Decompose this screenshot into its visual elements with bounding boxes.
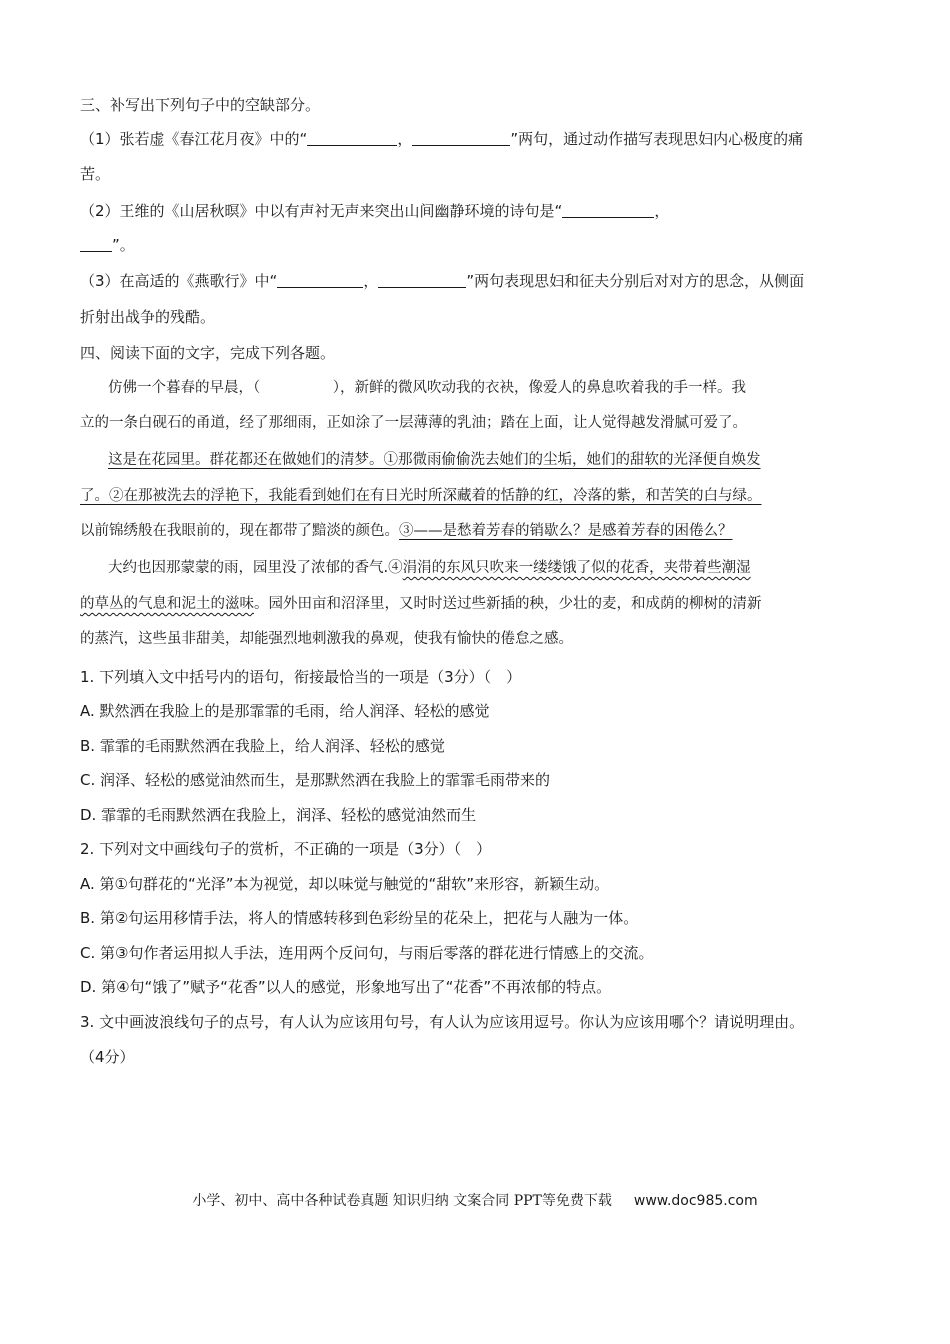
passage-p1-line1: 仿佛一个暮春的早晨，（ ），新鲜的微风吹动我的衣袂，像爱人的鼻息吹着我的手一样。我 — [108, 380, 746, 396]
s3-q1-prefix: （1）张若虚《春江花月夜》中的“ — [80, 130, 308, 148]
passage-p2-line3 — [80, 520, 880, 542]
section4-title: 四、阅读下面的文字，完成下列各题。 — [80, 344, 336, 362]
s3-q1-line1 — [80, 128, 880, 150]
s3-q2-line1 — [80, 200, 880, 222]
question-3: 3. 文中画波浪线句子的点号，有人认为应该用句号，有人认为应该用逗号。你认为应该用哪个？请说明理由。 — [80, 1013, 805, 1031]
s3-q3-sep: ， — [363, 272, 379, 290]
s3-q2-line2 — [80, 234, 880, 256]
q2-option-d[interactable]: D. 第④句“饿了”赋予“花香”以人的感觉，形象地写出了“花香”不再浓郁的特点。 — [80, 978, 612, 996]
answer-blank[interactable] — [307, 130, 397, 146]
wavy-underlined-sentence: 的草丛的气息和泥土的滋味 — [80, 596, 254, 612]
passage-p2-line1: 这是在花园里。群花都还在做她们的清梦。①那微雨偷偷洗去她们的尘垢，她们的甜软的光泽便自焕发 — [108, 452, 761, 468]
q1-option-c[interactable]: C. 润泽、轻松的感觉油然而生，是那默然洒在我脸上的霏霏毛雨带来的 — [80, 771, 551, 789]
question-2: 2. 下列对文中画线句子的赏析，不正确的一项是（3分）（ ） — [80, 840, 492, 858]
passage-text: 以前锦绣般在我眼前的，现在都带了黯淡的颜色。 — [80, 523, 399, 539]
s3-q1-line2: 苦。 — [80, 165, 111, 183]
question-3-points: （4分） — [80, 1048, 135, 1066]
underlined-sentence: ③——是愁着芳春的销歇么？是感着芳春的困倦么？ — [399, 523, 733, 539]
passage-p2-line2 — [80, 485, 880, 507]
wavy-underlined-sentence: 涓涓的东风只吹来一缕缕饿了似的花香，夹带着些潮湿 — [402, 560, 751, 576]
passage-p3-line1 — [108, 557, 880, 579]
passage-text: 大约也因那蒙蒙的雨，园里没了浓郁的香气.④ — [108, 560, 403, 576]
underlined-sentence: 了。②在那被洗去的浮艳下，我能看到她们在有日光时所深藏着的恬静的红，冷落的紫，和苦笑的白与绿。 — [80, 488, 762, 504]
answer-blank[interactable] — [562, 202, 654, 218]
answer-blank[interactable] — [412, 130, 510, 146]
s3-q1-suffix: ”两句，通过动作描写表现思妇内心极度的痛 — [510, 130, 804, 148]
q2-option-c[interactable]: C. 第③句作者运用拟人手法，连用两个反问句，与雨后零落的群花进行情感上的交流。 — [80, 944, 654, 962]
section3-title: 三、补写出下列句子中的空缺部分。 — [80, 96, 321, 114]
passage-text: 。园外田亩和沼泽里，又时时送过些新插的秧，少壮的麦，和成荫的柳树的清新 — [254, 596, 762, 612]
s3-q1-sep: ， — [397, 130, 413, 148]
q2-option-b[interactable]: B. 第②句运用移情手法，将人的情感转移到色彩纷呈的花朵上，把花与人融为一体。 — [80, 909, 639, 927]
answer-blank[interactable] — [277, 272, 363, 288]
question-1: 1. 下列填入文中括号内的语句，衔接最恰当的一项是（3分）（ ） — [80, 668, 522, 686]
s3-q2-suffix: ”。 — [112, 236, 135, 254]
s3-q2-prefix: （2）王维的《山居秋暝》中以有声衬无声来突出山间幽静环境的诗句是“ — [80, 202, 563, 220]
passage-p3-line3: 的蒸汽，这些虽非甜美，却能强烈地刺激我的鼻观，使我有愉快的倦怠之感。 — [80, 631, 573, 647]
answer-blank[interactable] — [378, 272, 466, 288]
s3-q2-sep: ， — [654, 202, 670, 220]
s3-q3-prefix: （3）在高适的《燕歌行》中“ — [80, 272, 278, 290]
passage-p1-line2: 立的一条白砚石的甬道，经了那细雨，正如涂了一层薄薄的乳油；踏在上面，让人觉得越发滑腻可爱了。 — [80, 415, 747, 431]
q1-option-d[interactable]: D. 霏霏的毛雨默然洒在我脸上，润泽、轻松的感觉油然而生 — [80, 806, 477, 824]
page-footer — [0, 1190, 950, 1210]
q1-option-b[interactable]: B. 霏霏的毛雨默然洒在我脸上，给人润泽、轻松的感觉 — [80, 737, 445, 755]
s3-q3-line2: 折射出战争的残酷。 — [80, 308, 216, 326]
answer-blank[interactable] — [80, 236, 112, 252]
footer-site-link[interactable]: www.doc985.com — [633, 1193, 758, 1209]
q1-option-a[interactable]: A. 默然洒在我脸上的是那霏霏的毛雨，给人润泽、轻松的感觉 — [80, 702, 490, 720]
s3-q3-line1 — [80, 270, 880, 292]
footer-text: 小学、初中、高中各种试卷真题 知识归纳 文案合同 PPT等免费下载 — [192, 1193, 612, 1209]
passage-p3-line2 — [80, 593, 880, 615]
q2-option-a[interactable]: A. 第①句群花的“光泽”本为视觉，却以味觉与触觉的“甜软”来形容，新颖生动。 — [80, 875, 610, 893]
s3-q3-suffix: ”两句表现思妇和征夫分别后对对方的思念，从侧面 — [466, 272, 805, 290]
